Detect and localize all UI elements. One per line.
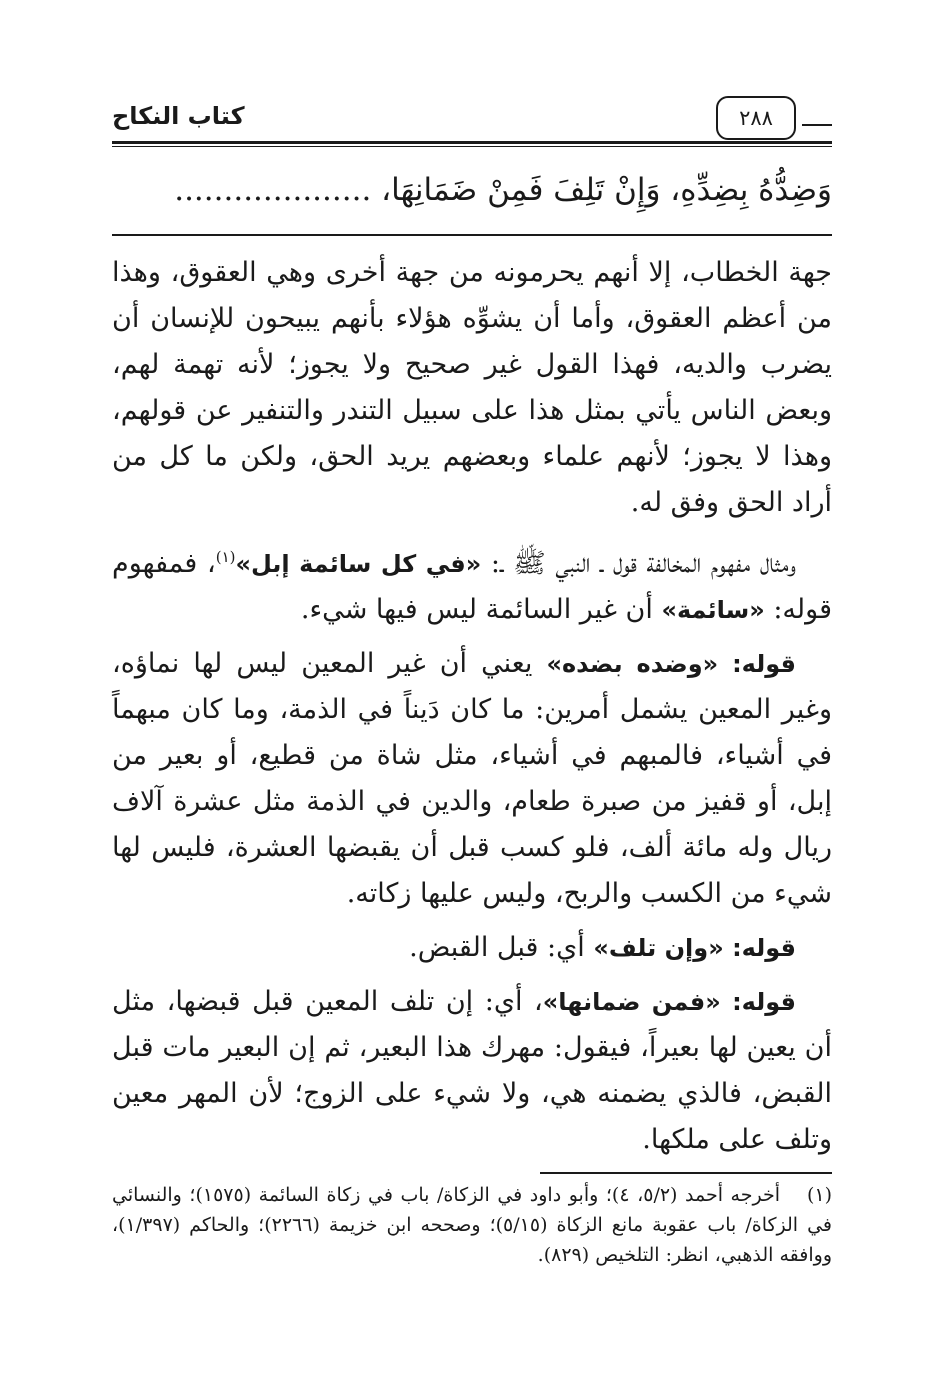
paragraph-3-text: يعني أن غير المعين ليس لها نماؤه، وغير المعين يشمل أمرين: ما كان دَيناً في الذمة، وما كان مبهماً في أشياء، فالمبهم في أشياء، مثل شاة من قطيع، أو بعير من إبل، أو قفيز من صبرة طعام، والدين في الذمة مثل عشرة آلاف ريال وله مائة ألف، فلو كسب قبل أن يقبضها العشرة، فليس لها شيء من الكسب والربح، وليس عليها زكاته.	[112, 648, 832, 909]
paragraph-5-text: ، أي: إن تلف المعين قبل قبضها، مثل أن يعين لها بعيراً، فيقول: مهرك هذا البعير، ثم إن البعير مات قبل القبض، فالذي يضمنه هي، ولا شيء على الزوج؛ لأن المهر معين وتلف على ملكها.	[112, 986, 832, 1155]
header-rule	[112, 141, 832, 147]
matn-quote: «وإن تلف»	[593, 934, 733, 962]
footnote-divider	[540, 1172, 832, 1174]
qawluhu-label: قوله:	[732, 988, 797, 1016]
paragraph-4-text: أي: قبل القبض.	[409, 932, 594, 963]
commentary-body	[112, 250, 832, 1171]
qawluhu-label: قوله:	[732, 650, 796, 678]
book-title: كتاب النكاح	[112, 102, 245, 130]
footnote-ref: (١)	[215, 548, 236, 566]
header-ornament	[802, 124, 832, 126]
matn-quote: «وضده بضده»	[546, 650, 733, 678]
matn-text: وَضِدُّهُ بِضِدِّهِ، وَإِنْ تَلِفَ فَمِنْ ضَمَانِهَا، ....................	[174, 172, 832, 208]
footnote-number: (١)	[806, 1184, 832, 1206]
paragraph-2-middle: ، فمفهوم قوله:	[112, 548, 832, 625]
paragraph-2	[112, 534, 832, 633]
paragraph-2-suffix: أن غير السائمة ليس فيها شيء.	[300, 594, 662, 625]
page-header	[112, 96, 832, 156]
hadith-quote: «في كل سائمة إبل»	[235, 550, 482, 578]
footnote	[112, 1180, 832, 1270]
footnote-text: أخرجه أحمد (٥/٢، ٤)؛ وأبو داود في الزكاة/ باب في زكاة السائمة (١٥٧٥)؛ والنسائي في الزكاة/ باب عقوبة مانع الزكاة (٥/١٥)؛ وصححه ابن خزيمة (٢٢٦٦)؛ والحاكم (١/٣٩٧)، ووافقه الذهبي، انظر: التلخيص (٨٢٩).	[112, 1184, 832, 1266]
paragraph-2-prefix: ومثال مفهوم المخالفة قول ـ النبي ﷺ ـ:	[481, 548, 796, 579]
paragraph-4	[112, 925, 832, 971]
paragraph-3	[112, 641, 832, 917]
matn-divider	[112, 234, 832, 236]
term-saima: «سائمة»	[661, 596, 765, 624]
qawluhu-label: قوله:	[732, 934, 796, 962]
page-number: ٢٨٨	[716, 96, 796, 140]
paragraph-1: جهة الخطاب، إلا أنهم يحرمونه من جهة أخرى وهي العقوق، وهذا من أعظم العقوق، وأما أن يشوِّه هؤلاء بأنهم يبيحون للإنسان أن يضرب والديه، فهذا القول غير صحيح ولا يجوز؛ لأنه تهمة لهم، وبعض الناس يأتي بمثل هذا على سبيل التندر والتنفير عن قولهم، وهذا لا يجوز؛ لأنهم علماء وبعضهم يريد الحق، ولكن ما كل من أراد الحق وفق له.	[112, 257, 832, 518]
matn-quote: «فمن ضمانها»	[542, 988, 733, 1016]
paragraph-5	[112, 979, 832, 1163]
